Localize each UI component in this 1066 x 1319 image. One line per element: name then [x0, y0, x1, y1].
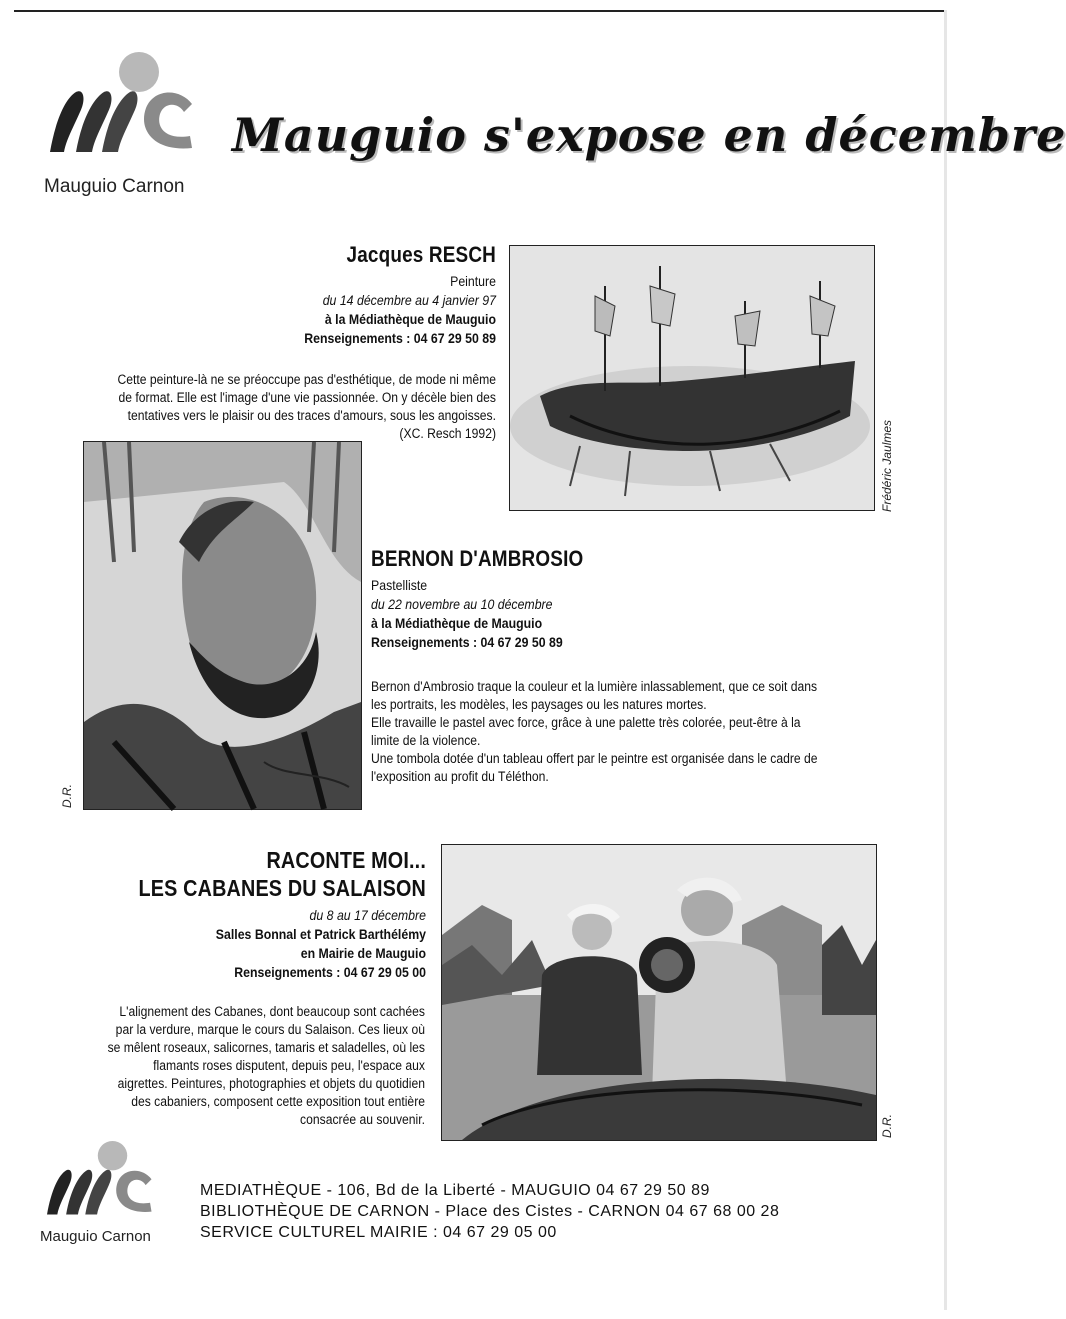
portrait-drawing-icon	[84, 442, 361, 809]
ship-painting-icon	[510, 246, 874, 510]
mc-logo-icon	[42, 48, 202, 173]
header-logo	[42, 48, 202, 203]
ambrosio-description	[371, 678, 911, 786]
cabanes-title-line2: LES CABANES DU SALAISON	[138, 875, 426, 901]
top-rule	[14, 10, 944, 12]
ambrosio-portrait-image	[83, 441, 362, 810]
resch-photo-credit: Frédéric Jaulmes	[880, 419, 894, 512]
resch-name: Jacques RESCH	[346, 242, 496, 267]
footer-address-line: BIBLIOTHÈQUE DE CARNON - Place des Cistes - CARNON 04 67 68 00 28	[200, 1203, 780, 1220]
resch-description	[40, 371, 496, 443]
ambrosio-desc-line: les portraits, les modèles, les paysages ou les natures mortes.	[371, 697, 707, 712]
ambrosio-desc-line: limite de la violence.	[371, 733, 481, 748]
resch-dates: du 14 décembre au 4 janvier 97	[322, 292, 496, 308]
footer-logo-text: Mauguio Carnon	[40, 1228, 151, 1245]
resch-painting-image	[509, 245, 875, 511]
cabanes-photo-image	[441, 844, 877, 1141]
ambrosio-desc-line: Bernon d'Ambrosio traque la couleur et la lumière inlassablement, que ce soit dans	[371, 679, 818, 694]
resch-desc-line: (XC. Resch 1992)	[399, 426, 496, 441]
cabanes-info: Renseignements : 04 67 29 05 00	[234, 964, 426, 980]
resch-info: Renseignements : 04 67 29 50 89	[304, 330, 496, 346]
ambrosio-info-block	[371, 546, 891, 652]
resch-desc-line: de format. Elle est l'image d'une vie passionnée. On y décèle bien des	[118, 390, 497, 405]
ambrosio-desc-line: Une tombola dotée d'un tableau offert par le peintre est organisée dans le cadre de	[371, 751, 818, 766]
cabanes-desc-line: consacrée au souvenir.	[300, 1112, 425, 1127]
ambrosio-desc-line: l'exposition au profit du Téléthon.	[371, 769, 549, 784]
resch-info-block	[140, 242, 496, 348]
ambrosio-info: Renseignements : 04 67 29 50 89	[371, 634, 563, 650]
footer-addresses	[200, 1180, 900, 1243]
cabanes-desc-line: des cabaniers, composent cette exposition tout entière	[131, 1094, 425, 1109]
resch-type: Peinture	[450, 273, 496, 289]
ambrosio-dates: du 22 novembre au 10 décembre	[371, 596, 553, 612]
cabanes-venue-line1: Salles Bonnal et Patrick Barthélémy	[215, 926, 426, 942]
resch-desc-line: tentatives vers le plaisir ou des traces d'amours, sous les angoisses.	[127, 408, 496, 423]
cabanes-info-block	[60, 846, 426, 982]
ambrosio-type: Pastelliste	[371, 577, 428, 593]
ambrosio-venue: à la Médiathèque de Mauguio	[371, 615, 543, 631]
cabanes-dates: du 8 au 17 décembre	[309, 907, 426, 923]
cabanes-desc-line: aigrettes. Peintures, photographies et objets du quotidien	[117, 1076, 425, 1091]
right-margin-strip	[944, 10, 947, 1310]
ambrosio-name: BERNON D'AMBROSIO	[371, 546, 584, 571]
page-title: Mauguio s'expose en décembre	[232, 108, 1066, 162]
ambrosio-desc-line: Elle travaille le pastel avec force, grâce à une palette très colorée, peut-être à la	[371, 715, 801, 730]
cabanes-desc-line: par la verdure, marque le cours du Salaison. Ces lieux où	[115, 1022, 425, 1037]
footer-logo	[40, 1138, 200, 1248]
header-logo-text: Mauguio Carnon	[44, 176, 185, 197]
cabanes-title-line1: RACONTE MOI...	[266, 847, 426, 873]
boat-photo-icon	[442, 845, 876, 1140]
cabanes-desc-line: L'alignement des Cabanes, dont beaucoup sont cachées	[119, 1004, 425, 1019]
footer-address-line: MEDIATHÈQUE - 106, Bd de la Liberté - MAUGUIO 04 67 29 50 89	[200, 1182, 710, 1199]
cabanes-desc-line: se mêlent roseaux, salicornes, tamaris et saladelles, où les	[107, 1040, 426, 1055]
ambrosio-photo-credit: D.R.	[60, 784, 74, 808]
footer-address-line: SERVICE CULTUREL MAIRIE : 04 67 29 05 00	[200, 1224, 557, 1241]
mc-logo-icon	[40, 1138, 160, 1230]
cabanes-venue-line2: en Mairie de Mauguio	[300, 945, 426, 961]
cabanes-description	[40, 1003, 425, 1129]
resch-desc-line: Cette peinture-là ne se préoccupe pas d'esthétique, de mode ni même	[117, 372, 496, 387]
cabanes-desc-line: flamants roses disputent, depuis peu, l'espace aux	[153, 1058, 425, 1073]
resch-venue: à la Médiathèque de Mauguio	[324, 311, 496, 327]
cabanes-photo-credit: D.R.	[880, 1114, 894, 1138]
